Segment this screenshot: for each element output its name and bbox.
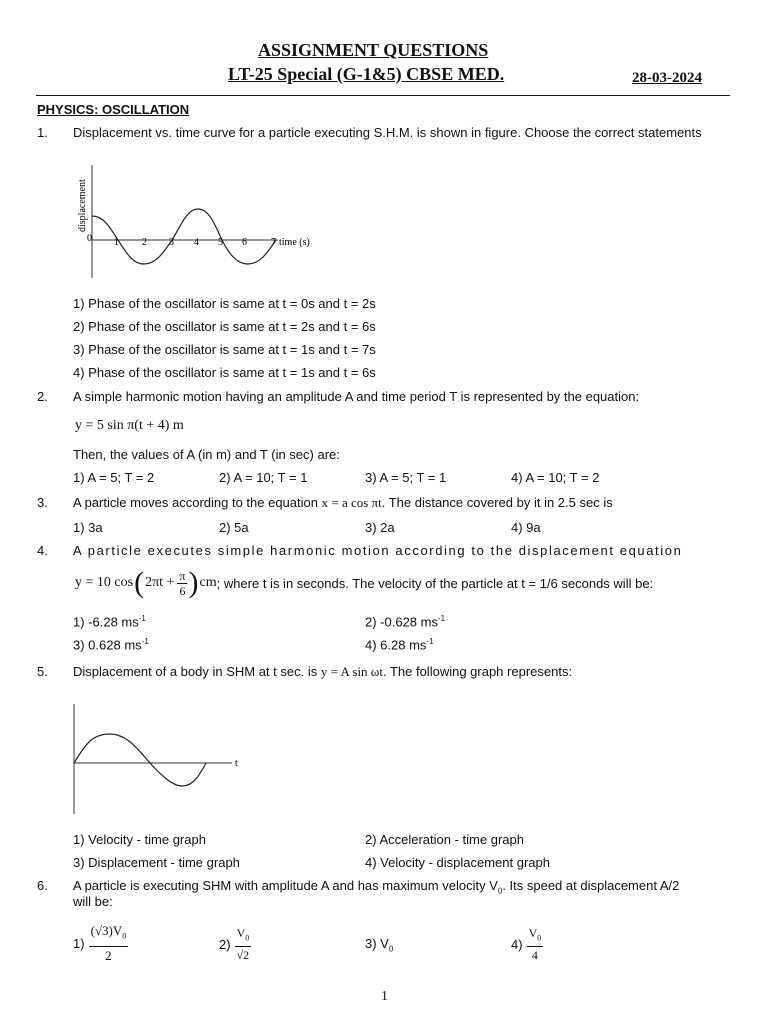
- y-axis-label: displacement: [77, 179, 88, 232]
- question-text: A particle executes simple harmonic motion according to the displacement equation: [73, 543, 683, 558]
- question-text-part: . Its speed at displacement A/2: [502, 878, 680, 893]
- x-axis-label: time (s): [279, 237, 310, 248]
- question-text: will be:: [73, 894, 113, 909]
- question-number: 4.: [37, 543, 48, 558]
- fraction-numerator: [235, 925, 252, 947]
- question-text-part: Displacement of a body in SHM at t sec. is: [73, 664, 318, 679]
- fraction-numerator: [527, 925, 544, 947]
- date: 28-03-2024: [632, 70, 702, 86]
- equation-line: [75, 568, 653, 598]
- question-text: A simple harmonic motion having an amplitude A and time period T is represented by the equation:: [73, 389, 640, 404]
- unit-exponent: -1: [437, 614, 446, 623]
- option-label: 1): [73, 935, 85, 951]
- tick-label: 6: [242, 237, 247, 248]
- numerator-text: V: [236, 926, 246, 940]
- option: 4) Velocity - displacement graph: [365, 855, 550, 870]
- tick-label: 3: [169, 237, 174, 248]
- numerator-text: (√3)V: [90, 923, 123, 938]
- unit-exponent: -1: [426, 637, 434, 646]
- fraction: [527, 925, 544, 963]
- option: [365, 614, 445, 629]
- q5-sine-graph: [70, 702, 250, 817]
- question-number: 3.: [37, 495, 48, 510]
- option: 2) Phase of the oscillator is same at t = 2s and t = 6s: [73, 319, 376, 334]
- equation-unit: cm: [199, 575, 217, 590]
- tick-label: 1: [114, 237, 119, 248]
- option: 3) A = 5; T = 1: [365, 470, 447, 485]
- option: 2) 5a: [219, 520, 249, 535]
- option: 1) Velocity - time graph: [73, 832, 206, 847]
- question-text-part: A particle moves according to the equation: [73, 495, 318, 510]
- option-value: 3) 0.628 ms: [73, 637, 142, 653]
- paren-open: (: [134, 566, 145, 599]
- equation: y = A sin ωt: [320, 664, 383, 679]
- question-text: Displacement vs. time curve for a particle executing S.H.M. is shown in figure. Choose the correct statements: [73, 125, 702, 140]
- option: 4) Phase of the oscillator is same at t = 1s and t = 6s: [73, 365, 376, 380]
- fraction-denominator: 2: [105, 947, 112, 963]
- equation: y = 5 sin π(t + 4) m: [75, 418, 184, 433]
- question-text: [73, 878, 679, 896]
- unit-exponent: -1: [138, 614, 146, 623]
- fraction-numerator: π: [179, 568, 186, 583]
- paren-close: ): [188, 566, 199, 599]
- option-value: 2) -0.628 ms: [365, 614, 438, 630]
- fraction-denominator: √2: [236, 948, 250, 963]
- option-value: 1) -6.28 ms: [73, 614, 139, 630]
- option: 3) 2a: [365, 520, 395, 535]
- q1-displacement-graph: [72, 160, 322, 280]
- subscript: 0: [388, 944, 394, 954]
- question-text-part: . The distance covered by it in 2.5 sec is: [381, 495, 613, 510]
- option: [365, 637, 434, 652]
- option-value: 4) 6.28 ms: [365, 637, 427, 653]
- question-number: 6.: [37, 878, 48, 893]
- question-text: [73, 664, 572, 680]
- equation: x = a cos πt: [321, 495, 382, 510]
- subscript: 0: [497, 886, 503, 896]
- subscript: 0: [537, 933, 542, 943]
- option-label: 4): [511, 936, 523, 952]
- option: [73, 922, 128, 965]
- option: 3) Displacement - time graph: [73, 855, 240, 870]
- subscript: 0: [122, 931, 127, 941]
- fraction: [89, 922, 129, 965]
- option: [73, 614, 146, 629]
- option: 4) A = 10; T = 2: [511, 470, 600, 485]
- fraction-denominator: 6: [179, 583, 186, 598]
- page-number: 1: [381, 989, 388, 1004]
- question-number: 5.: [37, 664, 48, 679]
- numerator-text: V: [528, 926, 538, 940]
- title-line-1: ASSIGNMENT QUESTIONS: [258, 40, 489, 60]
- subscript: 0: [245, 933, 250, 943]
- option: [219, 925, 251, 963]
- question-text-part: A particle is executing SHM with amplitude A and has maximum velocity V: [73, 878, 498, 893]
- option: 2) A = 10; T = 1: [219, 470, 308, 485]
- fraction-denominator: 4: [531, 948, 538, 963]
- question-text-part: ; where t is in seconds. The velocity of the particle at t = 1/6 seconds will be:: [216, 575, 654, 591]
- equation-lhs: y = 10 cos: [75, 575, 134, 590]
- tick-label: 7: [271, 237, 276, 248]
- fraction-numerator: [89, 922, 129, 947]
- option: [73, 637, 149, 652]
- fraction: [235, 925, 252, 963]
- origin-label: 0: [87, 233, 92, 244]
- option: 1) 3a: [73, 520, 103, 535]
- option: [365, 936, 393, 954]
- option: [511, 925, 543, 963]
- question-number: 2.: [37, 389, 48, 404]
- option: 1) A = 5; T = 2: [73, 470, 155, 485]
- axis-label: t: [235, 758, 238, 769]
- tick-label: 4: [194, 237, 199, 248]
- tick-label: 5: [218, 237, 223, 248]
- option: 2) Acceleration - time graph: [365, 832, 524, 847]
- header-rule: [36, 95, 730, 96]
- option: 4) 9a: [511, 520, 541, 535]
- question-text: Then, the values of A (in m) and T (in sec) are:: [73, 447, 340, 462]
- option-label: 2): [219, 936, 231, 952]
- option-label: 3) V: [365, 936, 389, 951]
- question-text: [73, 495, 613, 511]
- tick-label: 2: [142, 237, 147, 248]
- fraction: [177, 569, 187, 598]
- section-heading: PHYSICS: OSCILLATION: [37, 102, 190, 117]
- equation-inner: 2πt +: [145, 575, 175, 590]
- title-line-2: LT-25 Special (G-1&5) CBSE MED.: [228, 64, 505, 84]
- option: 1) Phase of the oscillator is same at t = 0s and t = 2s: [73, 296, 376, 311]
- unit-exponent: -1: [141, 637, 149, 646]
- question-number: 1.: [37, 125, 48, 140]
- question-text-part: . The following graph represents:: [382, 664, 573, 679]
- option: 3) Phase of the oscillator is same at t = 1s and t = 7s: [73, 342, 376, 357]
